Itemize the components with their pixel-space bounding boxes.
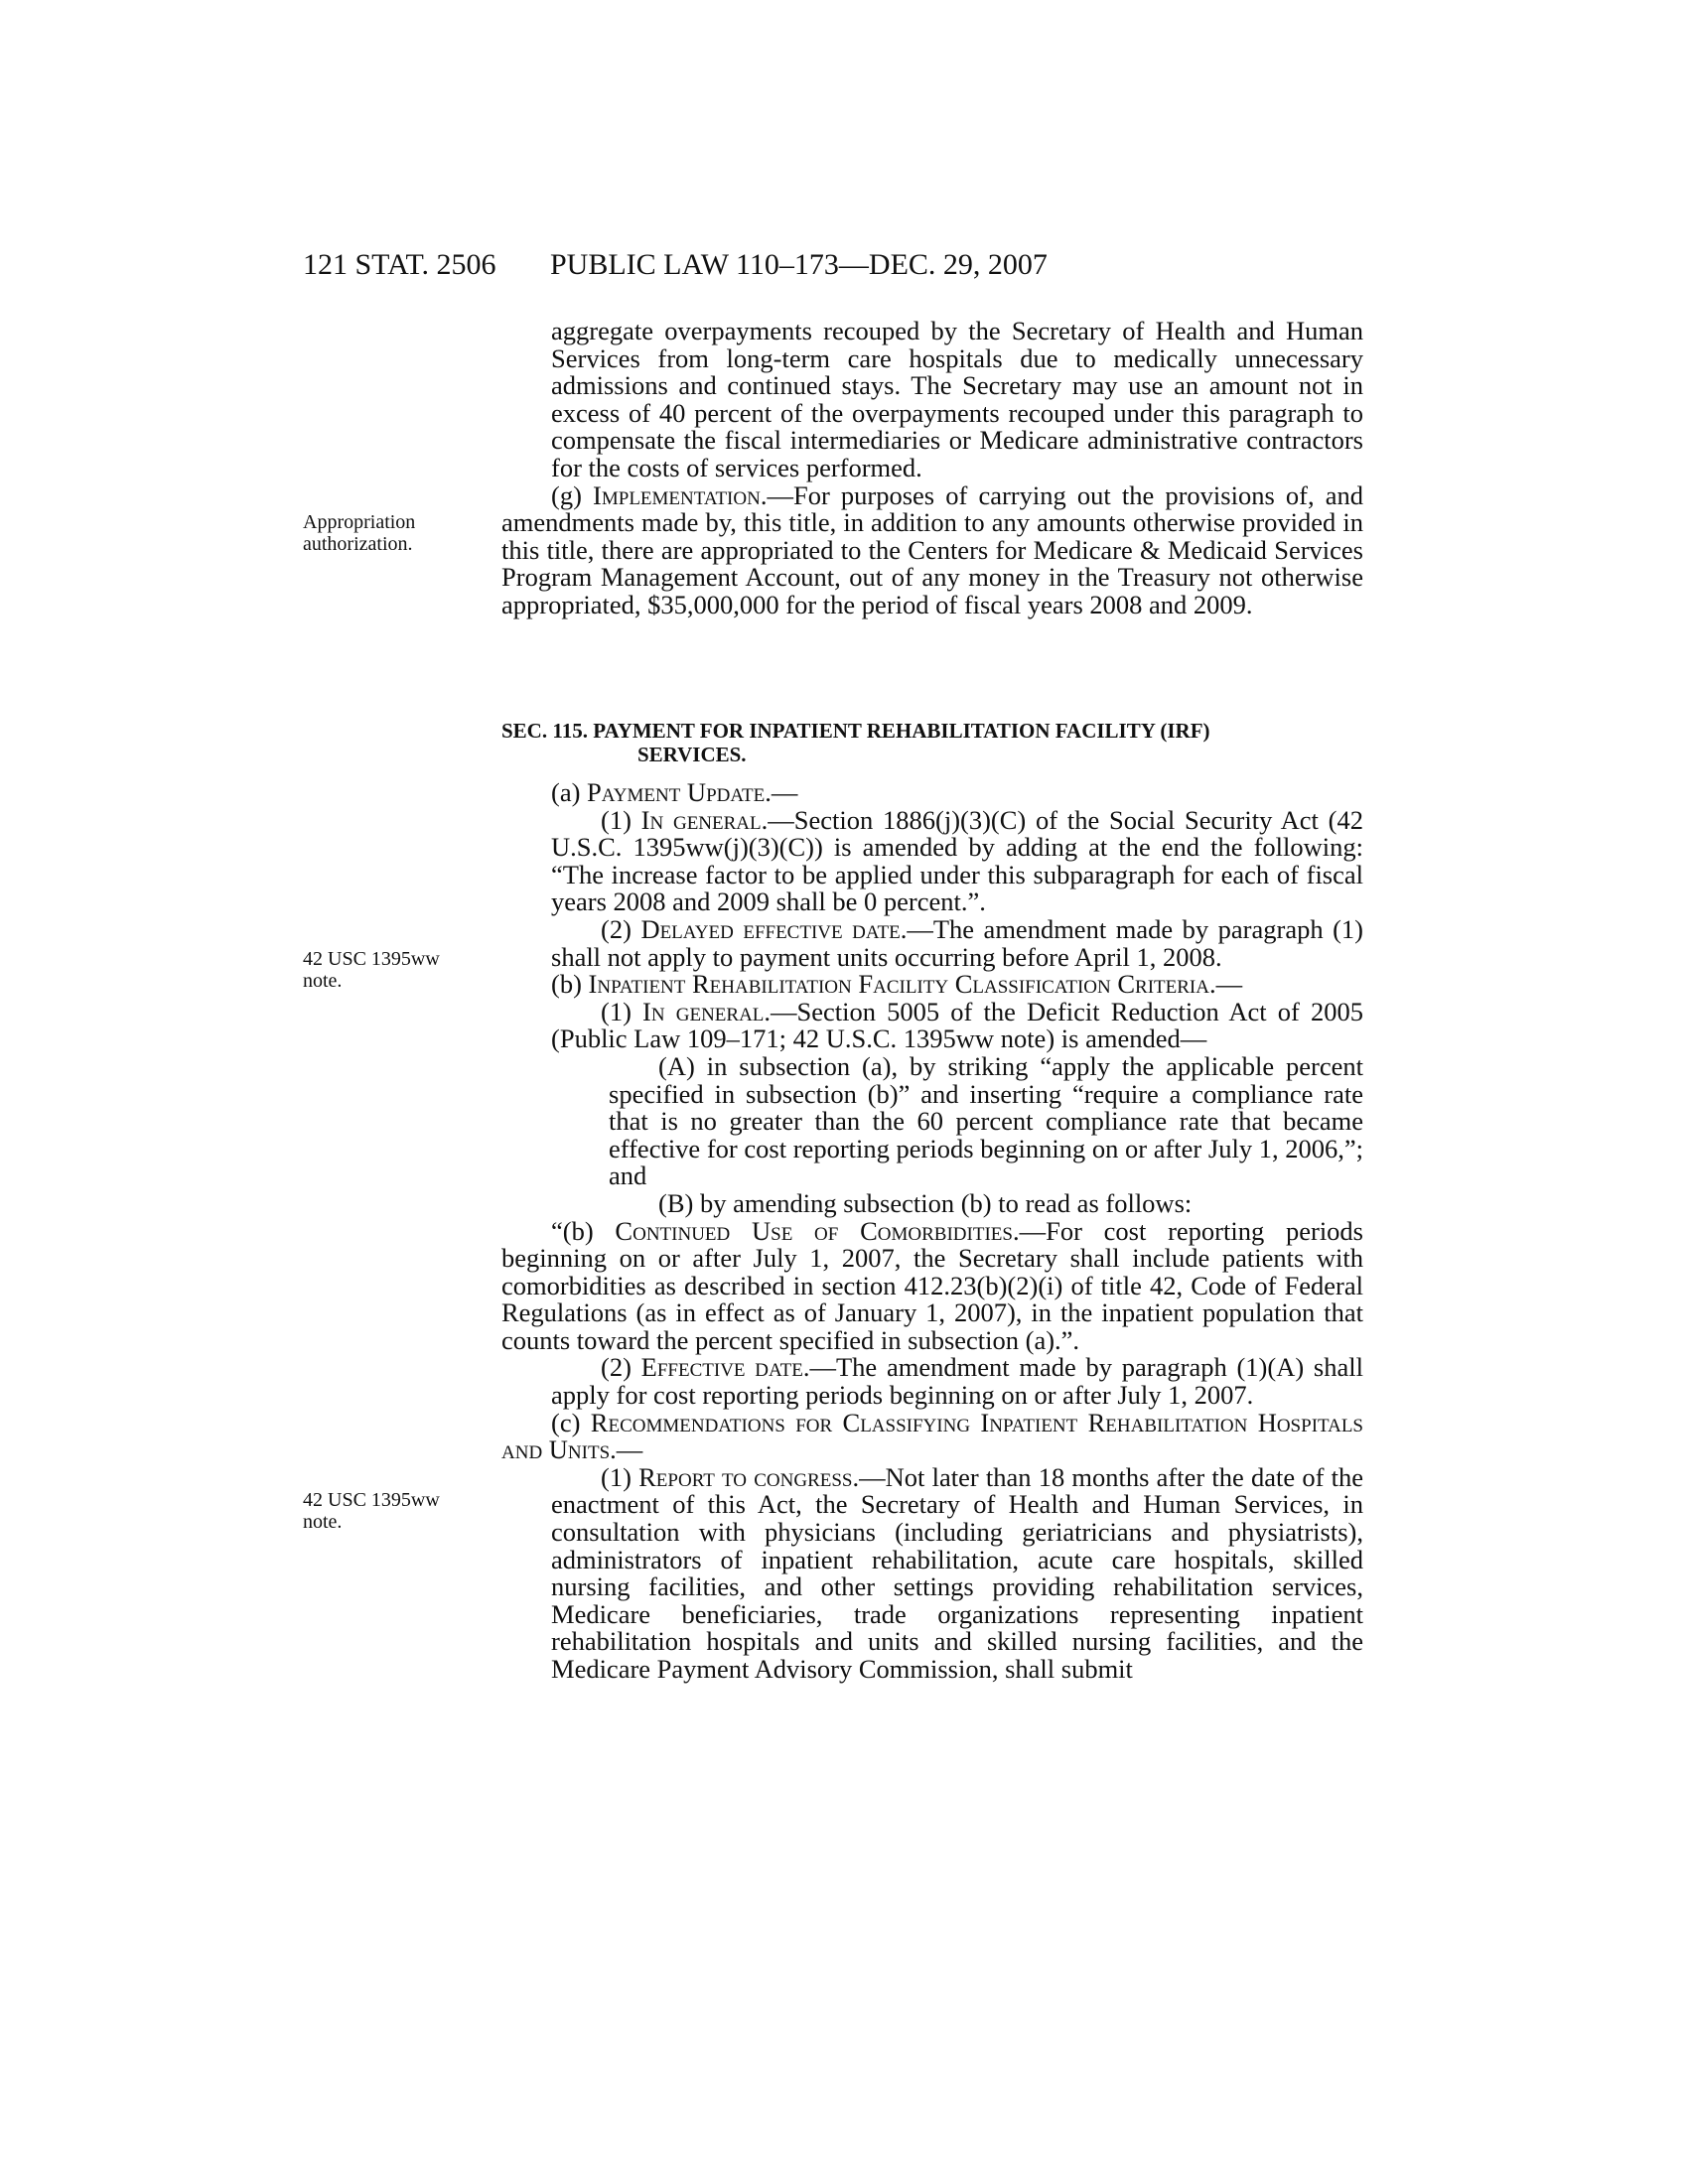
continued-paragraph: aggregate overpayments recouped by the Secretary of Health and Human Services from long-term care hospitals due to medically unnecessary admissions and continued stays. The Secretary may use an amount not in excess of 40 percent of the overpayments recouped under this paragraph to compensate the fiscal intermediaries or Medicare administrative contractors for the costs of services performed. [551, 316, 1363, 482]
section-heading: SEC. 115. PAYMENT FOR INPATIENT REHABILITATION FACILITY (IRF) SERVICES. [501, 719, 1210, 766]
subsection-a-heading: (a) Payment Update.— [551, 777, 798, 807]
a-paragraph-2: (2) Delayed effective date.—The amendment made by paragraph (1) shall not apply to payment units occurring before April 1, 2008. [551, 913, 1364, 972]
b-subparagraph-b: (B) by amending subsection (b) to read as follows: [658, 1187, 1193, 1218]
b-paragraph-2: (2) Effective date.—The amendment made by paragraph (1)(A) shall apply for cost reporting periods beginning on or after July 1, 2007. [551, 1352, 1363, 1411]
body-part-1 [501, 318, 1363, 619]
c-paragraph-1: (1) Report to congress.—Not later than 18 months after the date of the enactment of this Act, the Secretary of Health and Human Services, in consultation with physicians (including geriatricians and physiatrists), administrators of inpatient rehabilitation, acute care hospitals, skilled nursing facilities, and other settings providing rehabilitation services, Medicare beneficiaries, trade organizations representing inpatient rehabilitation hospitals and units and skilled nursing facilities, and the Medicare Payment Advisory Commission, shall submit [551, 1461, 1364, 1684]
subsection-b-heading: (b) Inpatient Rehabilitation Facility Classification Criteria.— [551, 969, 1243, 1000]
body-part-2 [501, 779, 1363, 1684]
stat-citation: 121 STAT. 2506 [303, 248, 496, 281]
quoted-subsection-b: “(b) Continued Use of Comorbidities.—For cost reporting periods beginning on or after July 1, 2007, the Secretary shall include patients with comorbidities as described in section 412.23(b)(2)(i) of title 42, Code of Federal Regulations (as in effect as of January 1, 2007), in the inpatient population that counts toward the percent specified in subsection (a).”. [501, 1215, 1363, 1355]
b-paragraph-1: (1) In general.—Section 5005 of the Deficit Reduction Act of 2005 (Public Law 109–171; 42 U.S.C. 1395ww note) is amended— [551, 996, 1364, 1054]
page-title: PUBLIC LAW 110–173—DEC. 29, 2007 [550, 248, 1048, 281]
margin-note-usc-2: 42 USC 1395ww note. [303, 1489, 440, 1533]
margin-note-appropriation: Appropriation authorization. [303, 511, 416, 555]
b-subparagraph-a: (A) in subsection (a), by striking “apply the applicable percent specified in subsection (b)” and inserting “require a compliance rate that is no greater than the 60 percent compliance rate that became effective for cost reporting periods beginning on or after July 1, 2006,”; and [609, 1050, 1363, 1191]
a-paragraph-1: (1) In general.—Section 1886(j)(3)(C) of the Social Security Act (42 U.S.C. 1395ww(j)(3)(C)) is amended by adding at the end the following: “The increase factor to be applied under this subparagraph for each of fiscal years 2008 and 2009 shall be 0 percent.”. [551, 804, 1363, 917]
subsection-g: (g) Implementation.—For purposes of carrying out the provisions of, and amendments made by, this title, in addition to any amounts otherwise provided in this title, there are appropriated to the Centers for Medicare & Medicaid Services Program Management Account, out of any money in the Treasury not otherwise appropriated, $35,000,000 for the period of fiscal years 2008 and 2009. [501, 479, 1363, 619]
margin-note-usc-1: 42 USC 1395ww note. [303, 948, 440, 992]
subsection-c-heading: (c) Recommendations for Classifying Inpatient Rehabilitation Hospitals and Units.— [501, 1407, 1363, 1465]
